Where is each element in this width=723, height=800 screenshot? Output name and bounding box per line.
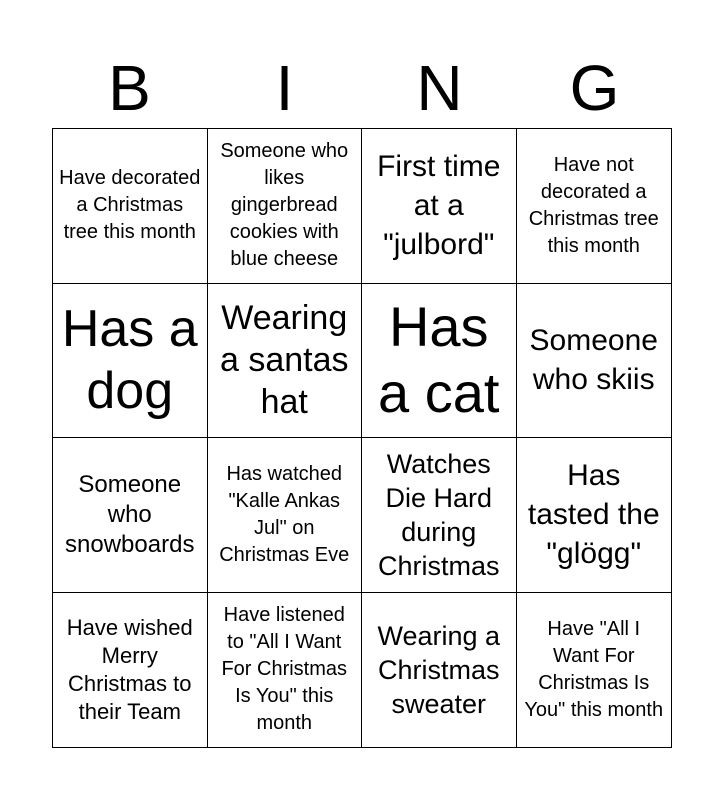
- bingo-cell-r1c2[interactable]: [208, 129, 363, 284]
- cell-text: Have listened to "All I Want For Christmas Is You" this month: [221, 604, 348, 735]
- cell-text: Have decorated a Christmas tree this month: [59, 167, 201, 244]
- bingo-cell-r1c4[interactable]: [517, 129, 672, 284]
- bingo-cell-r3c4[interactable]: [517, 438, 672, 593]
- bingo-board: [52, 128, 672, 748]
- cell-text: Wearing a Christmas sweater: [377, 620, 501, 719]
- bingo-cell-r3c3[interactable]: [362, 438, 517, 593]
- cell-text: Have not decorated a Christmas tree this month: [528, 153, 659, 257]
- header-letter-g: G: [569, 52, 620, 124]
- bingo-cell-r4c4[interactable]: [517, 593, 672, 748]
- bingo-cell-r1c1[interactable]: [53, 129, 208, 284]
- cell-text: Have "All I Want For Christmas Is You" this month: [524, 617, 664, 721]
- cell-text: Someone who likes gingerbread cookies with blue cheese: [220, 140, 349, 271]
- cell-text: Has watched "Kalle Ankas Jul" on Christmas Eve: [219, 462, 350, 566]
- bingo-cell-r4c3[interactable]: [362, 593, 517, 748]
- bingo-cell-r2c1[interactable]: [53, 284, 208, 439]
- bingo-cell-r3c1[interactable]: [53, 438, 208, 593]
- cell-text: Someone who snowboards: [65, 470, 195, 558]
- bingo-cell-r2c2[interactable]: [208, 284, 363, 439]
- bingo-cell-r4c1[interactable]: [53, 593, 208, 748]
- bingo-header: [52, 48, 672, 128]
- bingo-cell-r3c2[interactable]: [208, 438, 363, 593]
- bingo-cell-r2c3[interactable]: [362, 284, 517, 439]
- cell-text: Watches Die Hard during Christmas: [377, 448, 500, 581]
- cell-text: Has tasted the "glögg": [527, 459, 660, 571]
- header-letter-b: B: [108, 52, 151, 124]
- cell-text: Have wished Merry Christmas to their Team: [66, 614, 193, 724]
- bingo-cell-r2c4[interactable]: [517, 284, 672, 439]
- cell-text: Has a cat: [378, 295, 500, 425]
- cell-text: Has a dog: [61, 300, 198, 421]
- header-letter-n: N: [416, 52, 463, 124]
- header-letter-i: I: [275, 52, 294, 124]
- bingo-cell-r4c2[interactable]: [208, 593, 363, 748]
- cell-text: Wearing a santas hat: [219, 299, 349, 422]
- bingo-cell-r1c3[interactable]: [362, 129, 517, 284]
- cell-text: Someone who skiis: [529, 324, 658, 397]
- cell-text: First time at a "julbord": [377, 150, 501, 262]
